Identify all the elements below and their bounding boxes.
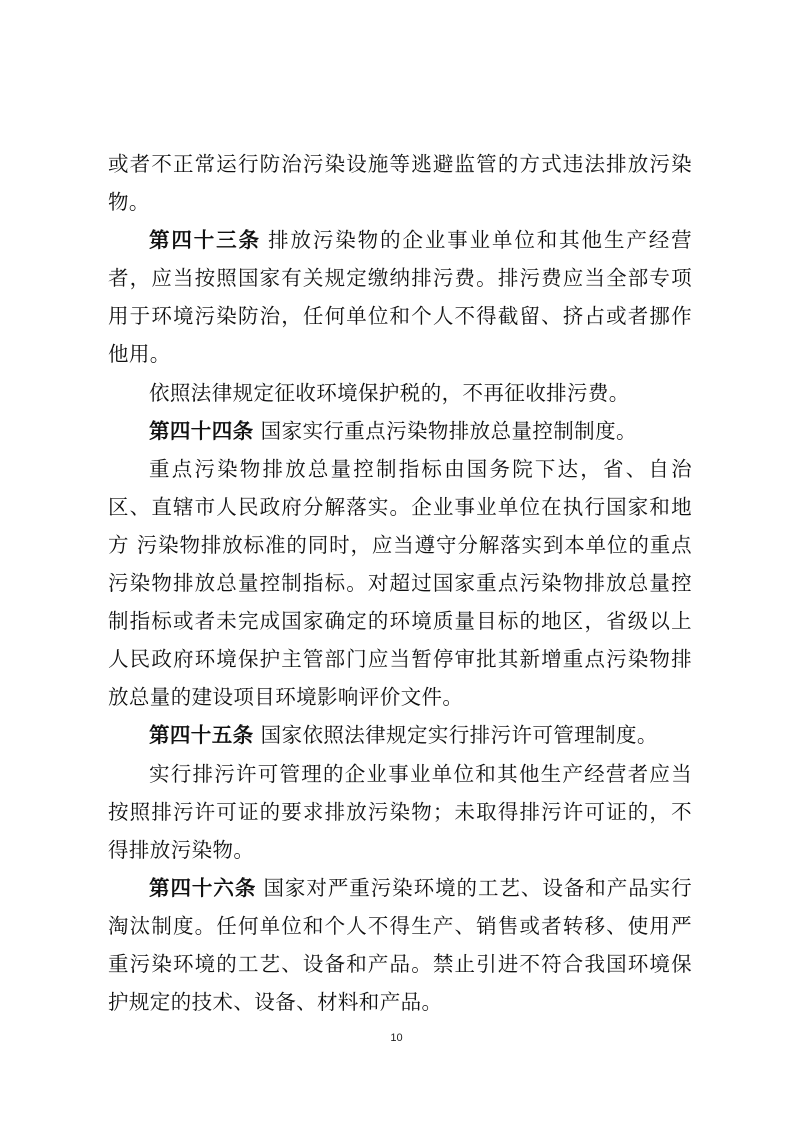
article-45-clause-2 bbox=[108, 755, 692, 869]
paragraph-text: 实行排污许可管理的企业事业单位和其他生产经营者应当按照排污许可证的要求排放污染物；未取得排污许可证的，不得排放污染物。 bbox=[108, 761, 692, 862]
paragraph-text: 国家实行重点污染物排放总量控制制度。 bbox=[260, 418, 637, 443]
article-number: 第四十五条 bbox=[149, 723, 254, 748]
paragraph-text: 国家对严重污染环境的工艺、设备和产品实行淘汰制度。任何单位和个人不得生产、销售或者转移、使用严重污染环境的工艺、设备和产品。禁止引进不符合我国环境保护规定的技术、设备、材料和产品。 bbox=[108, 875, 693, 1015]
paragraph-continuation bbox=[108, 145, 692, 221]
article-number: 第四十六条 bbox=[149, 875, 257, 900]
paragraph-text: 或者不正常运行防治污染设施等逃避监管的方式违法排放污染物。 bbox=[108, 152, 692, 215]
paragraph-text: 排放污染物的企业事业单位和其他生产经营者，应当按照国家有关规定缴纳排污费。排污费应当全部专项用于环境污染防治，任何单位和个人不得截留、挤占或者挪作他用。 bbox=[108, 228, 693, 367]
paragraph-text: 重点污染物排放总量控制指标由国务院下达，省、自治区、直辖市人民政府分解落实。企业事业单位在执行国家和地方 污染物排放标准的同时，应当遵守分解落实到本单位的重点污染物排放总量控制指标。对超过国家重点污染物排放总量控制指标或者未完成国家确定的环境质量目标的地区，省级以上人民政府环境保护主管部门应当暂停审批其新增重点污染物排放总量的建设项目环境影响评价文件。 bbox=[108, 456, 692, 710]
article-43-clause-2 bbox=[108, 374, 692, 412]
article-44-clause-2 bbox=[108, 450, 692, 717]
article-number: 第四十三条 bbox=[149, 228, 261, 253]
article-number: 第四十四条 bbox=[149, 418, 254, 443]
article-45-paragraph bbox=[108, 716, 692, 754]
article-46-paragraph bbox=[108, 869, 692, 1021]
paragraph-text: 国家依照法律规定实行排污许可管理制度。 bbox=[260, 723, 658, 748]
paragraph-text: 依照法律规定征收环境保护税的，不再征收排污费。 bbox=[149, 380, 630, 405]
article-44-paragraph bbox=[108, 412, 692, 450]
document-body bbox=[108, 145, 692, 1021]
page-number: 10 bbox=[390, 1032, 403, 1044]
article-43-paragraph bbox=[108, 221, 692, 373]
